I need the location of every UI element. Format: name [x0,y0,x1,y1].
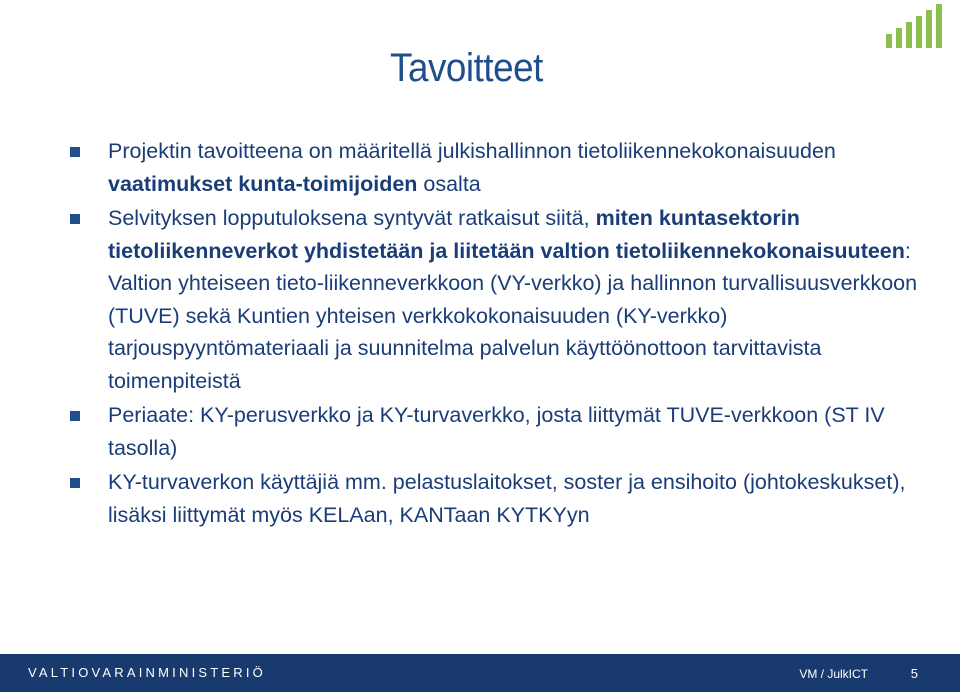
bullet-text: osalta [417,171,481,196]
bullet-text: Selvityksen lopputuloksena syntyvät ratkaisut siitä, [108,206,596,230]
bullet-item [70,202,940,397]
bullet-text-bold: vaatimukset kunta-toimijoiden [108,171,418,196]
bullet-text: Projektin tavoitteena on määritellä julkishallinnon tietoliikennekokonaisuuden [108,139,836,163]
square-bullet-icon [70,147,80,157]
bullet-text-bold: miten kuntasektorin tietoliikenneverkot yhdistetään ja liitetään valtion tietoliikennekokonaisuuteen [108,206,905,263]
bullet-text: KY-turvaverkon käyttäjiä mm. pelastuslaitokset, soster ja ensihoito (johtokeskukset), lisäksi liittymät myös KELAan, KANTaan KYTKYyn [108,470,906,527]
footer-bar [0,654,960,692]
bar-logo-icon [884,4,944,50]
bullet-item [70,399,940,464]
square-bullet-icon [70,411,80,421]
bullet-list [70,135,940,533]
bullet-item [70,466,940,531]
slide-title: Tavoitteet [390,46,543,90]
footer-brand: VALTIOVARAINMINISTERIÖ [28,665,266,680]
square-bullet-icon [70,478,80,488]
square-bullet-icon [70,214,80,224]
bullet-text: Periaate: KY-perusverkko ja KY-turvaverkko, josta liittymät TUVE-verkkoon (ST IV tasolla) [108,403,885,460]
page-number: 5 [910,666,918,681]
footer-section: VM / JulkICT [799,667,868,681]
bullet-item [70,135,940,200]
bullet-text: : Valtion yhteiseen tieto-liikenneverkkoon (VY-verkko) ja hallinnon turvallisuusverkkoon (TUVE) sekä Kuntien yhteisen verkkokokonaisuuden (KY-verkko) tarjouspyyntömateriaali ja suunnitelma palvelun käyttöönottoon tarvittavista toimenpiteistä [108,238,918,393]
